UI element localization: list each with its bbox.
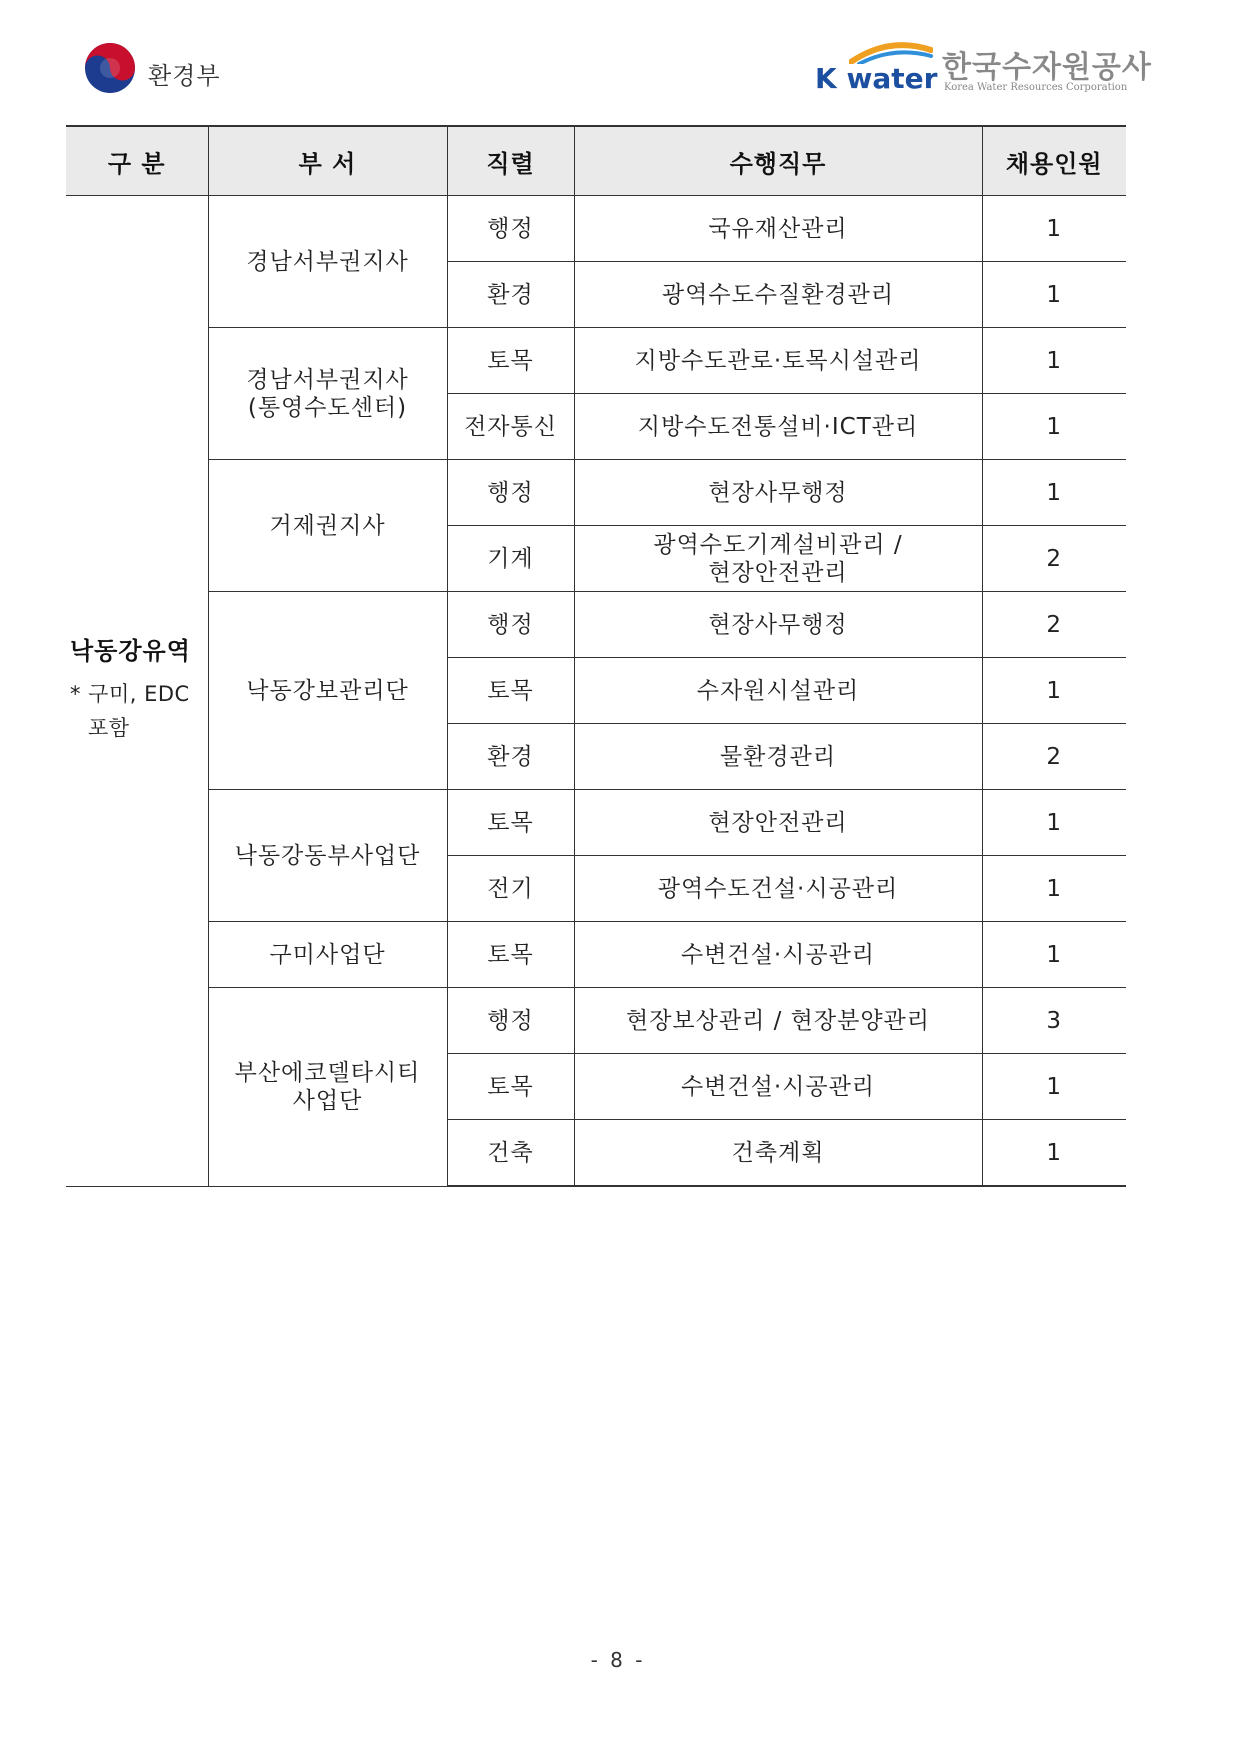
duty-cell: 광역수도수질환경관리	[574, 262, 982, 328]
kwater-brand: K water	[815, 62, 938, 95]
ministry-name: 환경부	[148, 62, 221, 90]
region-note: * 구미, EDC 포함	[70, 681, 190, 740]
headcount-cell: 1	[982, 196, 1126, 262]
page-header	[0, 0, 1236, 120]
headcount-cell: 1	[982, 328, 1126, 394]
dept-cell	[208, 328, 447, 460]
dept-cell	[208, 790, 447, 922]
header-job-class: 직렬	[447, 126, 574, 196]
duty-cell: 물환경관리	[574, 724, 982, 790]
ministry-emblem-icon	[84, 42, 136, 94]
kwater-arc-icon	[849, 40, 933, 64]
duty-cell: 현장사무행정	[574, 592, 982, 658]
duty-line: 현장안전관리	[708, 559, 848, 586]
job-class-cell: 행정	[447, 196, 574, 262]
table-row	[66, 988, 1126, 1054]
table-row	[66, 790, 1126, 856]
duty-cell: 현장안전관리	[574, 790, 982, 856]
duty-cell: 수변건설·시공관리	[574, 922, 982, 988]
dept-name: 낙동강보관리단	[246, 677, 409, 704]
job-class-cell: 토목	[447, 790, 574, 856]
recruitment-table	[66, 125, 1126, 1187]
header-category: 구 분	[66, 126, 208, 196]
headcount-cell: 1	[982, 460, 1126, 526]
region-cell	[66, 196, 208, 1187]
headcount-cell: 1	[982, 922, 1126, 988]
duty-cell: 수변건설·시공관리	[574, 1054, 982, 1120]
duty-cell: 건축계획	[574, 1120, 982, 1187]
region-name: 낙동강유역	[70, 636, 191, 665]
dept-name: 구미사업단	[269, 941, 386, 968]
table-header-row	[66, 126, 1126, 196]
headcount-cell: 2	[982, 526, 1126, 592]
dept-name: 거제권지사	[269, 512, 386, 539]
header-department: 부 서	[208, 126, 447, 196]
job-class-cell: 전기	[447, 856, 574, 922]
dept-name: 부산에코델타시티	[234, 1059, 421, 1086]
headcount-cell: 1	[982, 658, 1126, 724]
job-class-cell: 행정	[447, 592, 574, 658]
duty-cell: 지방수도관로·토목시설관리	[574, 328, 982, 394]
dept-cell	[208, 592, 447, 790]
headcount-cell: 1	[982, 394, 1126, 460]
headcount-cell: 1	[982, 1054, 1126, 1120]
table-row	[66, 592, 1126, 658]
headcount-cell: 1	[982, 262, 1126, 328]
headcount-cell: 2	[982, 592, 1126, 658]
duty-line: 광역수도기계설비관리 /	[653, 531, 903, 558]
dept-cell	[208, 922, 447, 988]
table-row	[66, 328, 1126, 394]
dept-cell	[208, 988, 447, 1187]
job-class-cell: 토목	[447, 658, 574, 724]
duty-cell: 지방수도전통설비·ICT관리	[574, 394, 982, 460]
job-class-cell: 행정	[447, 988, 574, 1054]
header-duty: 수행직무	[574, 126, 982, 196]
job-class-cell: 토목	[447, 328, 574, 394]
duty-cell: 국유재산관리	[574, 196, 982, 262]
job-class-cell: 기계	[447, 526, 574, 592]
job-class-cell: 토목	[447, 1054, 574, 1120]
duty-cell: 현장사무행정	[574, 460, 982, 526]
kwater-logo	[815, 40, 938, 100]
headcount-cell: 1	[982, 1120, 1126, 1187]
job-class-cell: 행정	[447, 460, 574, 526]
headcount-cell: 1	[982, 856, 1126, 922]
headcount-cell: 3	[982, 988, 1126, 1054]
duty-cell	[574, 526, 982, 592]
table-row	[66, 460, 1126, 526]
dept-name: 경남서부권지사	[246, 248, 409, 275]
job-class-cell: 환경	[447, 262, 574, 328]
job-class-cell: 토목	[447, 922, 574, 988]
table-row	[66, 196, 1126, 262]
kwater-english-name: Korea Water Resources Corporation	[944, 82, 1128, 93]
job-class-cell: 전자통신	[447, 394, 574, 460]
duty-cell: 현장보상관리 / 현장분양관리	[574, 988, 982, 1054]
dept-cell	[208, 460, 447, 592]
duty-cell: 수자원시설관리	[574, 658, 982, 724]
page-number: - 8 -	[590, 1648, 646, 1672]
kwater-korean-name: 한국수자원공사	[942, 50, 1152, 85]
dept-cell	[208, 196, 447, 328]
duty-cell: 광역수도건설·시공관리	[574, 856, 982, 922]
table-row	[66, 922, 1126, 988]
header-headcount: 채용인원	[982, 126, 1126, 196]
headcount-cell: 2	[982, 724, 1126, 790]
job-class-cell: 환경	[447, 724, 574, 790]
dept-subname: (통영수도센터)	[247, 394, 408, 421]
dept-name: 경남서부권지사	[246, 366, 409, 393]
dept-subname: 사업단	[292, 1087, 363, 1114]
headcount-cell: 1	[982, 790, 1126, 856]
job-class-cell: 건축	[447, 1120, 574, 1187]
dept-name: 낙동강동부사업단	[234, 842, 421, 869]
